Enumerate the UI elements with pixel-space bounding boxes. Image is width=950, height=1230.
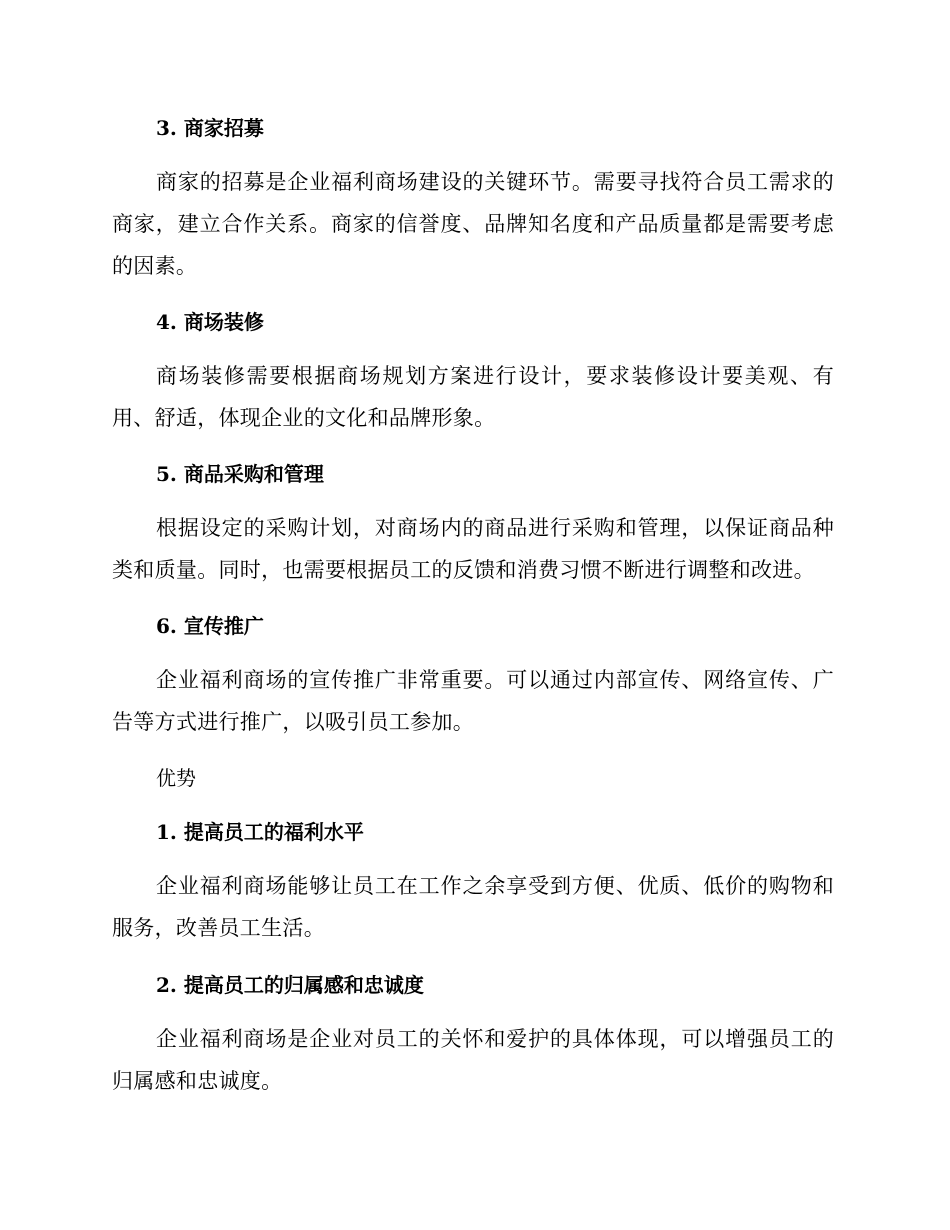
section-heading-merchant-recruitment: 3. 商家招募 bbox=[156, 116, 264, 140]
section-paragraph-promotion: 企业福利商场的宣传推广非常重要。可以通过内部宣传、网络宣传、广告等方式进行推广，以吸引员工参加。 bbox=[112, 668, 834, 734]
advantage-heading-loyalty: 2. 提高员工的归属感和忠诚度 bbox=[156, 973, 424, 997]
section-heading-promotion: 6. 宣传推广 bbox=[156, 614, 264, 638]
section-paragraph-mall-decoration: 商场装修需要根据商场规划方案进行设计，要求装修设计要美观、有用、舒适，体现企业的文化和品牌形象。 bbox=[112, 364, 834, 430]
advantages-title: 优势 bbox=[156, 766, 196, 790]
advantage-paragraph-welfare: 企业福利商场能够让员工在工作之余享受到方便、优质、低价的购物和服务，改善员工生活。 bbox=[112, 874, 834, 940]
section-paragraph-procurement: 根据设定的采购计划，对商场内的商品进行采购和管理，以保证商品种类和质量。同时，也需要根据员工的反馈和消费习惯不断进行调整和改进。 bbox=[112, 516, 834, 582]
section-heading-mall-decoration: 4. 商场装修 bbox=[156, 310, 264, 334]
advantage-paragraph-loyalty: 企业福利商场是企业对员工的关怀和爱护的具体体现，可以增强员工的归属感和忠诚度。 bbox=[112, 1027, 834, 1093]
section-heading-procurement: 5. 商品采购和管理 bbox=[156, 462, 324, 486]
advantage-heading-welfare: 1. 提高员工的福利水平 bbox=[156, 820, 364, 844]
section-paragraph-merchant-recruitment: 商家的招募是企业福利商场建设的关键环节。需要寻找符合员工需求的商家，建立合作关系。商家的信誉度、品牌知名度和产品质量都是需要考虑的因素。 bbox=[112, 170, 834, 278]
